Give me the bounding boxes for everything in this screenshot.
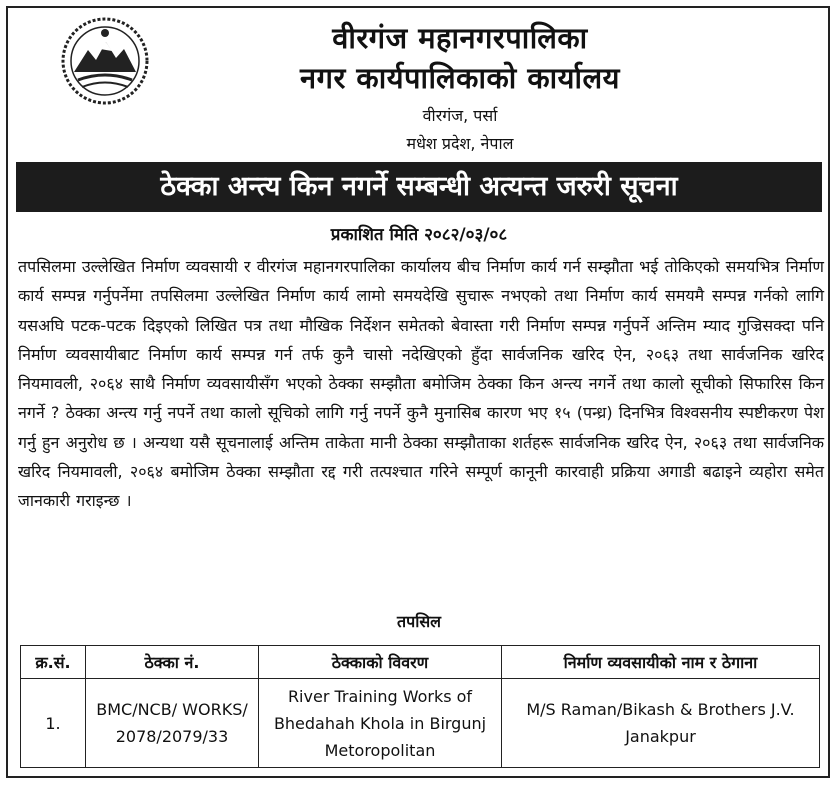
office-name: नगर कार्यपालिकाको कार्यालय [300, 61, 620, 95]
cell-contract-no: BMC/NCB/ WORKS/ 2078/2079/33 [86, 679, 259, 768]
contract-table [20, 645, 820, 768]
municipality-emblem-icon [60, 16, 150, 106]
cell-sn: 1. [21, 679, 86, 768]
municipality-name: वीरगंज महानगरपालिका [332, 21, 588, 55]
published-date: प्रकाशित मिति २०८२/०३/०८ [330, 225, 508, 245]
notice-body: तपसिलमा उल्लेखित निर्माण व्यवसायी र वीरगंज महानगरपालिका कार्यालय बीच निर्माण कार्य गर्न सम्झौता भई तोकिएको समयभित्र निर्माण कार्य सम्पन्न गर्नुपर्नेमा तपसिलमा उल्लेखित निर्माण कार्य लामो समयदेखि सुचारू नभएको तथा निर्माण कार्य समयमै सम्पन्न गर्नको लागि यसअघि पटक-पटक दिइएको लिखित पत्र तथा मौखिक निर्देशन समेतको बेवास्ता गरी निर्माण सम्पन्न गर्नुपर्ने अन्तिम म्याद गुज्रिसक्दा पनि निर्माण व्यवसायीबाट निर्माण कार्य सम्पन्न गर्न तर्फ कुनै चासो नदेखिएको हुँदा सार्वजनिक खरिद ऐन, २०६३ तथा सार्वजनिक खरिद नियमावली, २०६४ साथै निर्माण व्यवसायीसँग भएको ठेक्का सम्झौता बमोजिम ठेक्का किन अन्त्य नगर्ने तथा कालो सूचीको सिफारिस किन नगर्ने ? ठेक्का अन्त्य गर्नु नपर्ने तथा कालो सूचिको लागि गर्नु नपर्ने कुनै मुनासिब कारण भए १५ (पन्ध्र) दिनभित्र विश्वसनीय स्पष्टीकरण पेश गर्नु हुन अनुरोध छ । अन्यथा यसै सूचनालाई अन्तिम ताकेता मानी ठेक्का सम्झौताका शर्तहरू सार्वजनिक खरिद ऐन, २०६३ तथा सार्वजनिक खरिद नियमावली, २०६४ बमोजिम ठेक्का सम्झौता रद्द गरी तत्पश्चात गरिने सम्पूर्ण कानूनी कारवाही प्रक्रिया अगाडी बढाइने व्यहोरा समेत जानकारी गराइन्छ । [18, 257, 824, 511]
table-row [21, 679, 820, 768]
header-contractor: निर्माण व्यवसायीको नाम र ठेगाना [502, 646, 820, 679]
schedule-title: तपसिल [396, 612, 442, 631]
address-province: मधेश प्रदेश, नेपाल [406, 134, 514, 153]
notice-banner: ठेक्का अन्त्य किन नगर्ने सम्बन्धी अत्यन्त जरुरी सूचना [16, 162, 822, 212]
header-contract-no: ठेक्का नं. [86, 646, 259, 679]
header-sn: क्र.सं. [21, 646, 86, 679]
cell-description: River Training Works of Bhedahah Khola in Birgunj Metoropolitan [259, 679, 502, 768]
table-header-row [21, 646, 820, 679]
header-description: ठेक्काको विवरण [259, 646, 502, 679]
cell-contractor: M/S Raman/Bikash & Brothers J.V. Janakpur [502, 679, 820, 768]
address-city: वीरगंज, पर्सा [422, 106, 498, 125]
